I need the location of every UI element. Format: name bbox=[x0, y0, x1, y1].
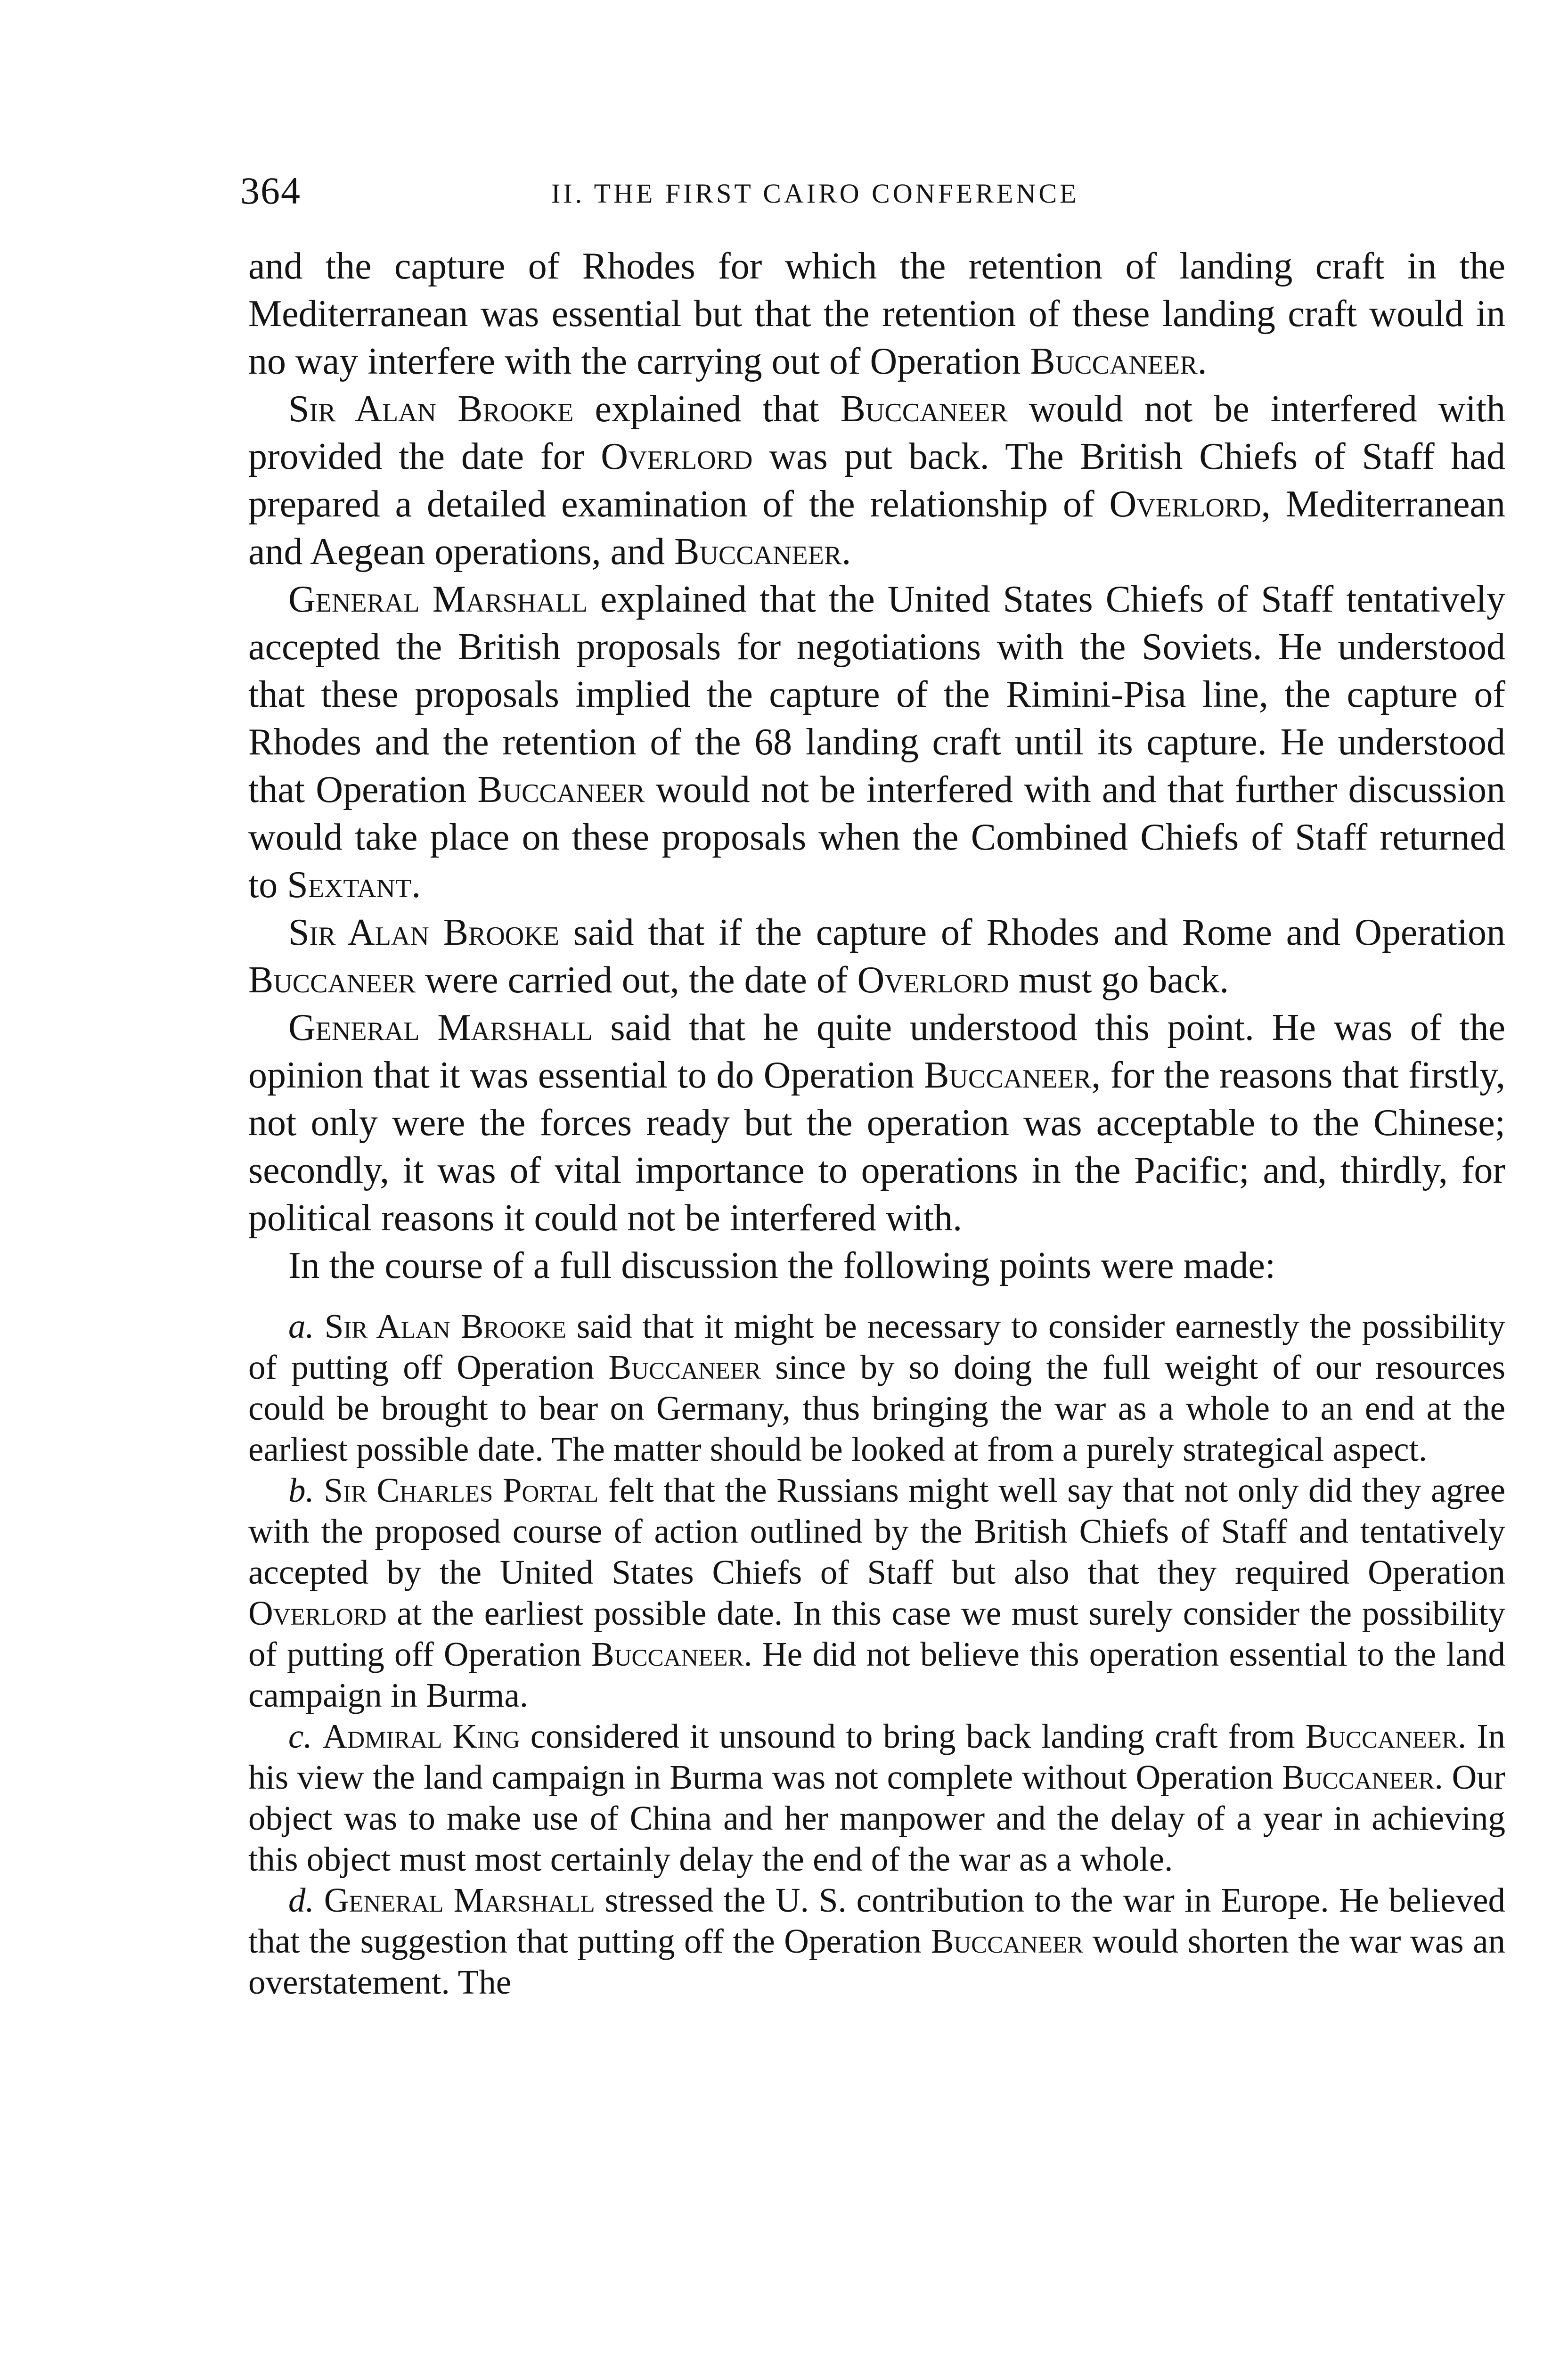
paragraph-intro-points bbox=[248, 1242, 1505, 1290]
point-a bbox=[248, 1306, 1505, 1470]
operation-name: Buccaneer bbox=[931, 1922, 1084, 1960]
paragraph-text: said that if the capture of Rhodes and Rome and Operation bbox=[559, 912, 1506, 953]
operation-name: Overlord bbox=[857, 959, 1009, 1001]
speaker-name: Sir Alan Brooke bbox=[288, 388, 574, 430]
point-c bbox=[248, 1716, 1505, 1880]
speaker-name: Sir Alan Brooke bbox=[288, 912, 559, 953]
operation-name: Buccaneer bbox=[674, 531, 842, 573]
page-number: 364 bbox=[240, 169, 301, 212]
point-b bbox=[248, 1470, 1505, 1716]
speaker-name: Sir Alan Brooke bbox=[324, 1307, 567, 1345]
speaker-name: Admiral King bbox=[322, 1717, 520, 1755]
paragraph-continuation bbox=[248, 243, 1505, 385]
paragraph-text: , Mediterranean and Aegean operations, and bbox=[248, 483, 1506, 573]
speaker-name: General Marshall bbox=[288, 579, 588, 620]
paragraph-text: were carried out, the date of bbox=[416, 959, 858, 1001]
operation-name: Buccaneer bbox=[477, 769, 645, 810]
operation-name: Buccaneer bbox=[1282, 1758, 1435, 1796]
speaker-name: General Marshall bbox=[324, 1881, 595, 1919]
speaker-name: Sir Charles Portal bbox=[324, 1471, 599, 1509]
paragraph-text: explained that bbox=[573, 388, 841, 430]
paragraph-brooke-1 bbox=[248, 385, 1505, 576]
paragraph-text: . bbox=[1197, 341, 1207, 382]
paragraph-marshall-2 bbox=[248, 1004, 1505, 1242]
operation-name: Buccaneer bbox=[608, 1348, 761, 1386]
operation-name: Buccaneer bbox=[591, 1635, 744, 1673]
paragraph-text: In the course of a full discussion the following points were made: bbox=[288, 1245, 1276, 1286]
paragraph-marshall-1 bbox=[248, 576, 1505, 909]
running-head: II. THE FIRST CAIRO CONFERENCE bbox=[551, 178, 1079, 209]
page-header bbox=[240, 165, 1508, 217]
paragraph-text: said that he quite understood this point. He was of the opinion that it was essential to do Operation bbox=[248, 1007, 1506, 1096]
point-text: since by so doing the full weight of our resources could be brought to bear on Germany, thus bringing the war as a whole to an end at the earliest possible date. The matter should be looked at from a purely strategical aspect. bbox=[248, 1348, 1505, 1468]
paragraph-brooke-2 bbox=[248, 909, 1505, 1004]
point-text: said that it might be necessary to consider earnestly the possibility of putting off Operation bbox=[248, 1307, 1505, 1386]
point-text: . In his view the land campaign in Burma was not complete without Operation bbox=[248, 1717, 1506, 1796]
point-text: felt that the Russians might well say that not only did they agree with the proposed course of action outlined by the British Chiefs of Staff and tentatively accepted by the United States Chiefs of Staff but also that they required Operation bbox=[248, 1471, 1505, 1591]
operation-name: Overlord bbox=[601, 436, 753, 477]
paragraph-text: , for the reasons that firstly, not only were the forces ready but the operation was acceptable to the Chinese; secondly, it was of vital importance to operations in the Pacific; and, thirdly, for political reasons it could not be interfered with. bbox=[248, 1055, 1506, 1239]
point-text: stressed the U. S. contribution to the war in Europe. He believed that the suggestion that putting off the Operation bbox=[248, 1881, 1505, 1960]
body-text bbox=[248, 243, 1505, 2003]
point-letter: c. bbox=[288, 1717, 312, 1755]
paragraph-text: was put back. The British Chiefs of Staff had prepared a detailed examination of the relationship of bbox=[248, 436, 1505, 525]
paragraph-text: explained that the United States Chiefs of Staff tentatively accepted the British proposals for negotiations with the Soviets. He understood that these proposals implied the capture of the Rimini-Pisa line, the capture of Rhodes and the retention of the 68 landing craft until its capture. He understood that Operation bbox=[248, 579, 1505, 810]
speaker-name: General Marshall bbox=[288, 1007, 593, 1048]
operation-name: Buccaneer bbox=[840, 388, 1008, 430]
paragraph-text: . bbox=[841, 531, 851, 573]
point-text: . Our object was to make use of China and her manpower and the delay of a year in achieving this object must most certainly delay the end of the war as a whole. bbox=[248, 1758, 1505, 1878]
operation-name: Overlord bbox=[248, 1594, 387, 1632]
operation-name: Buccaneer bbox=[1305, 1717, 1458, 1755]
operation-name: Buccaneer bbox=[248, 959, 416, 1001]
paragraph-text: and the capture of Rhodes for which the retention of landing craft in the Mediterranean was essential but that the retention of these landing craft would in no way interfere with the carrying out of Operation bbox=[248, 245, 1505, 382]
paragraph-text: . bbox=[411, 864, 421, 906]
point-d bbox=[248, 1880, 1505, 2003]
operation-name: Buccaneer bbox=[1030, 341, 1198, 382]
point-text: . He did not believe this operation essential to the land campaign in Burma. bbox=[248, 1635, 1506, 1714]
operation-name: Overlord bbox=[1109, 483, 1261, 525]
paragraph-text: would not be interfered with provided the date for bbox=[248, 388, 1506, 477]
point-text: considered it unsound to bring back landing craft from bbox=[520, 1717, 1306, 1755]
paragraph-text: must go back. bbox=[1009, 959, 1229, 1001]
point-letter: b. bbox=[288, 1471, 314, 1509]
point-letter: d. bbox=[288, 1881, 314, 1919]
point-text: would shorten the war was an overstatement. The bbox=[248, 1922, 1505, 2001]
operation-name: Buccaneer bbox=[924, 1055, 1092, 1096]
point-letter: a. bbox=[288, 1307, 314, 1345]
point-text: at the earliest possible date. In this case we must surely consider the possibility of putting off Operation bbox=[248, 1594, 1505, 1673]
paragraph-text: would not be interfered with and that further discussion would take place on these proposals when the Combined Chiefs of Staff returned to bbox=[248, 769, 1506, 906]
operation-name: Sextant bbox=[287, 864, 412, 906]
